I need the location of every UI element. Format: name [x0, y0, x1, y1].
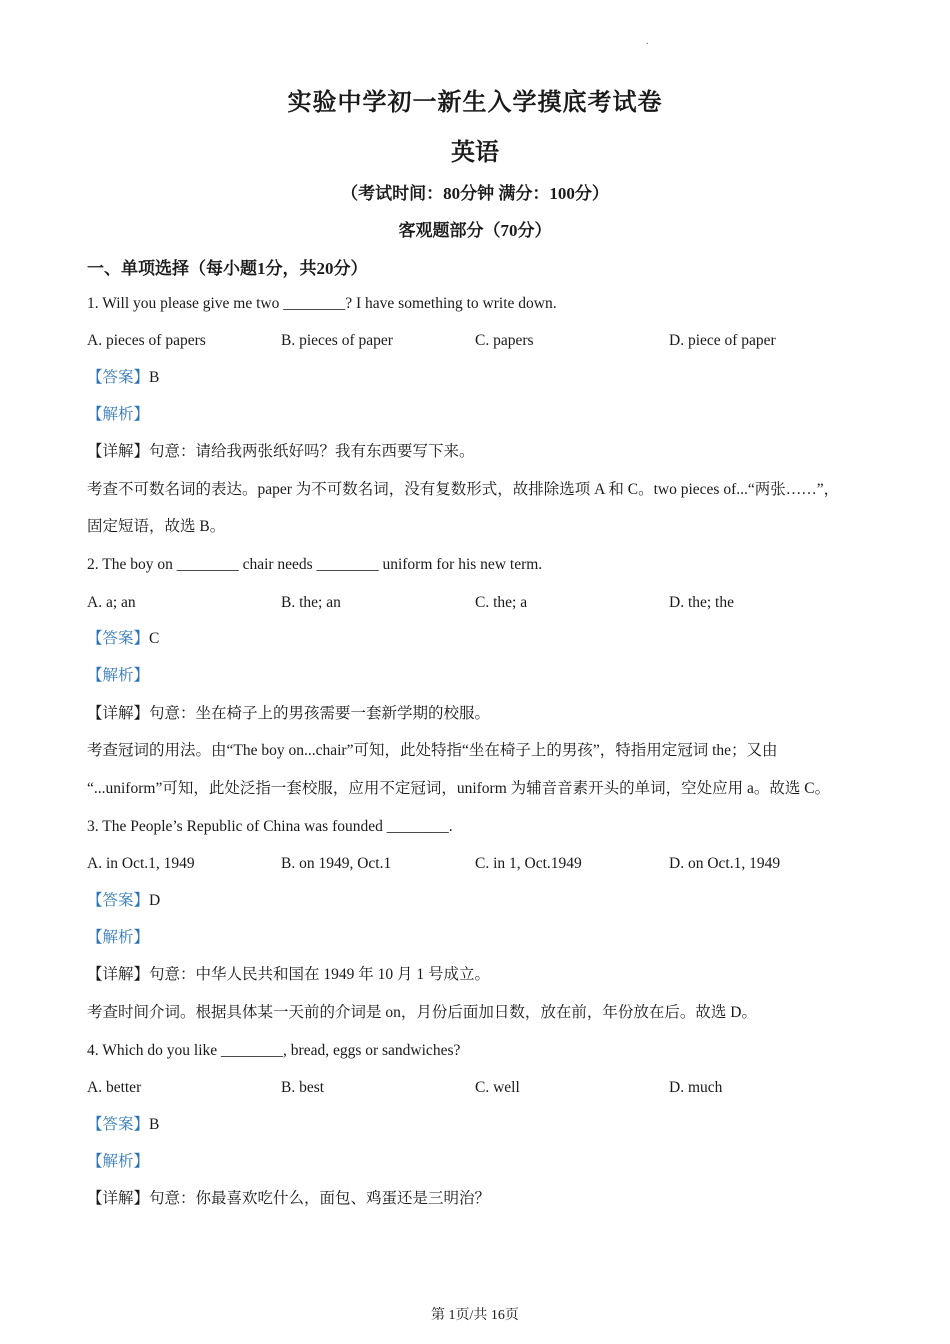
detail-text: 句意：中华人民共和国在 1949 年 10 月 1 号成立。 [149, 966, 491, 983]
detail-text: 句意：请给我两张纸好吗？我有东西要写下来。 [149, 443, 475, 460]
question-stem: 3. The People’s Republic of China was founded ________. [87, 818, 453, 835]
explanation-line: 考查时间介词。根据具体某一天前的介词是 on，月份后面加日数，放在前，年份放在后。故选 D。 [87, 1004, 757, 1021]
option-a: A. better [87, 1079, 142, 1096]
detail-text: 句意：你最喜欢吃什么，面包、鸡蛋还是三明治？ [149, 1190, 491, 1207]
answer-line [87, 629, 159, 649]
option-c: C. in 1, Oct.1949 [475, 855, 582, 872]
answer-label: 【答案】 [87, 892, 150, 909]
option-d: D. on Oct.1, 1949 [669, 855, 781, 872]
detail-line [87, 965, 490, 985]
section-heading: 一、单项选择（每小题1分，共20分） [87, 259, 368, 278]
option-b: B. pieces of paper [281, 332, 393, 349]
analysis-label: 【解析】 [87, 667, 150, 684]
explanation-line: 固定短语，故选 B。 [87, 518, 226, 535]
detail-line [87, 442, 475, 462]
option-a: A. a; an [87, 594, 136, 611]
explanation-line: 考查冠词的用法。由“The boy on...chair”可知，此处特指“坐在椅子上的男孩”，特指用定冠词 the；又由 [87, 742, 778, 759]
detail-line [87, 704, 490, 724]
option-a: A. in Oct.1, 1949 [87, 855, 195, 872]
detail-label: 【详解】 [87, 966, 150, 983]
question-options [87, 331, 867, 351]
answer-label: 【答案】 [87, 630, 150, 647]
option-c: C. well [475, 1079, 520, 1096]
option-b: B. the; an [281, 594, 341, 611]
question-options [87, 593, 867, 613]
explanation-line: 考查不可数名词的表达。paper 为不可数名词，没有复数形式，故排除选项 A 和 C。two pieces of...“两张……”， [87, 481, 840, 498]
page-footer: 第 1页/共 16页 [431, 1308, 519, 1323]
analysis-line [87, 666, 149, 686]
answer-value: B [149, 1116, 160, 1133]
answer-line [87, 368, 159, 388]
answer-line [87, 1115, 159, 1135]
detail-label: 【详解】 [87, 705, 150, 722]
subject-title: 英语 [451, 140, 499, 166]
detail-line [87, 1189, 490, 1209]
question-options [87, 854, 867, 874]
question-stem: 2. The boy on ________ chair needs ________ uniform for his new term. [87, 556, 543, 573]
option-c: C. the; a [475, 594, 528, 611]
exam-info: （考试时间：80分钟 满分：100分） [341, 184, 609, 203]
detail-text: 句意：坐在椅子上的男孩需要一套新学期的校服。 [149, 705, 491, 722]
detail-label: 【详解】 [87, 1190, 150, 1207]
option-c: C. papers [475, 332, 534, 349]
question-options [87, 1078, 867, 1098]
analysis-line [87, 928, 149, 948]
analysis-line [87, 1152, 149, 1172]
option-b: B. on 1949, Oct.1 [281, 855, 392, 872]
detail-label: 【详解】 [87, 443, 150, 460]
answer-label: 【答案】 [87, 1116, 150, 1133]
answer-value: C [149, 630, 160, 647]
explanation-line: “...uniform”可知，此处泛指一套校服，应用不定冠词，uniform 为辅音音素开头的单词，空处应用 a。故选 C。 [87, 780, 831, 797]
answer-value: B [149, 369, 160, 386]
part-title: 客观题部分（70分） [398, 221, 552, 240]
analysis-line [87, 405, 149, 425]
analysis-label: 【解析】 [87, 406, 150, 423]
option-d: D. much [669, 1079, 723, 1096]
question-stem: 4. Which do you like ________, bread, eggs or sandwiches? [87, 1042, 461, 1059]
answer-value: D [149, 892, 161, 909]
option-a: A. pieces of papers [87, 332, 206, 349]
answer-label: 【答案】 [87, 369, 150, 386]
option-b: B. best [281, 1079, 325, 1096]
option-d: D. piece of paper [669, 332, 776, 349]
analysis-label: 【解析】 [87, 929, 150, 946]
answer-line [87, 891, 160, 911]
corner-dot: . [646, 36, 649, 47]
option-d: D. the; the [669, 594, 734, 611]
question-stem: 1. Will you please give me two ________? I have something to write down. [87, 295, 557, 312]
document-title: 实验中学初一新生入学摸底考试卷 [287, 90, 663, 116]
analysis-label: 【解析】 [87, 1153, 150, 1170]
